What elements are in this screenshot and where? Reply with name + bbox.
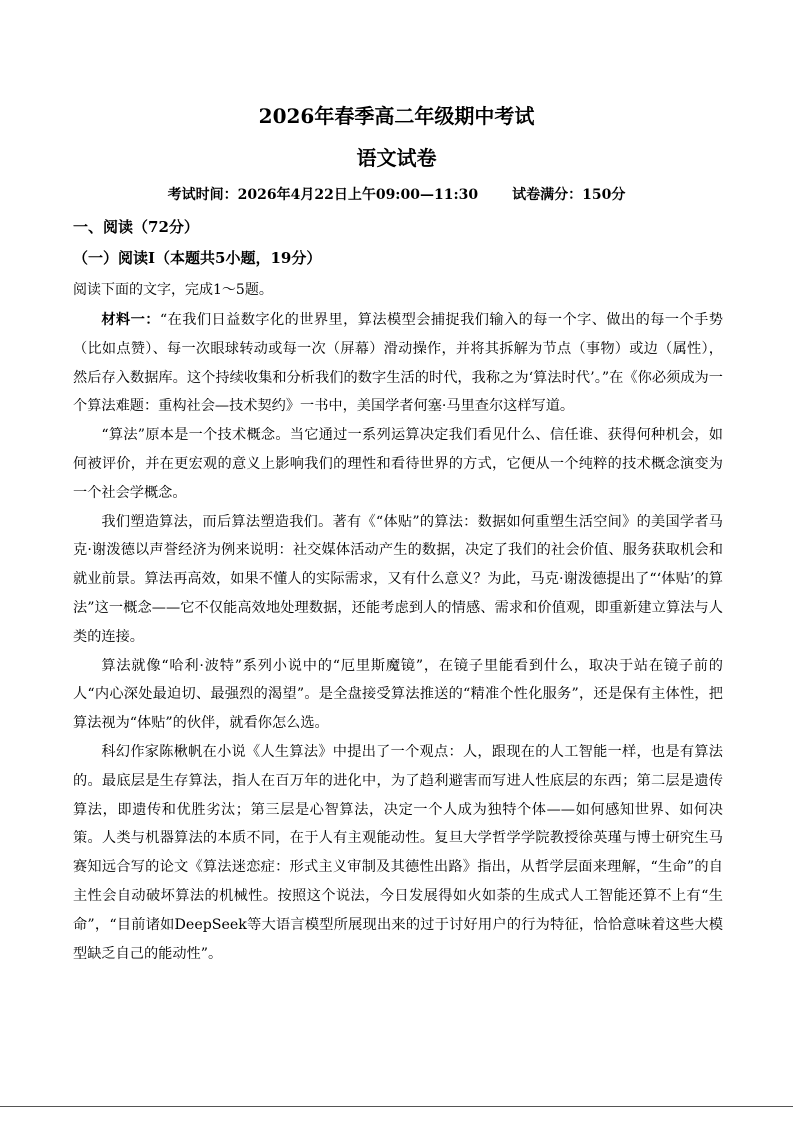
passage-paragraph: “算法”原本是一个技术概念。当它通过一系列运算决定我们看见什么、信任谁、获得何种机会，如何被评价，并在更宏观的意义上影响我们的理性和看待世界的方式，它便从一个纯粹的技术概念演变为一个社会学概念。 xyxy=(73,427,723,501)
sub-section-heading: （一）阅读Ⅰ（本题共5小题，19分） xyxy=(73,249,322,267)
page-bottom-divider xyxy=(0,1106,793,1107)
reading-instruction: 阅读下面的文字，完成1～5题。 xyxy=(73,282,273,298)
exam-info xyxy=(0,184,793,204)
material-label: 材料一： xyxy=(101,312,160,328)
exam-score: 试卷满分：150分 xyxy=(512,187,626,203)
exam-subject: 语文试卷 xyxy=(356,146,437,170)
exam-title: 2026年春季高二年级期中考试 xyxy=(258,104,535,128)
reading-passage xyxy=(73,306,723,968)
passage-paragraph: 科幻作家陈楸帆在小说《人生算法》中提出了一个观点：人，跟现在的人工智能一样，也是有算法的。最底层是生存算法，指人在百万年的进化中，为了趋利避害而写进人性底层的东西；第二层是遗传算法，即遗传和优胜劣汰；第三层是心智算法，决定一个人成为独特个体——如何感知世界、如何决策。人类与机器算法的本质不同，在于人有主观能动性。复旦大学哲学学院教授徐英瑾与博士研究生马赛知远合写的论文《算法迷恋症：形式主义审制及其德性出路》指出，从哲学层面来理解，“生命”的自主性会自动破坏算法的机械性。按照这个说法，今日发展得如火如荼的生成式人工智能还算不上有“生命”，“目前诸如DeepSeek等大语言模型所展现出来的过于讨好用户的行为特征，恰恰意味着这些大模型缺乏自己的能动性”。 xyxy=(73,743,723,962)
section-heading: 一、阅读（72分） xyxy=(73,218,199,236)
passage-paragraph: 算法就像“哈利·波特”系列小说中的“厄里斯魔镜”，在镜子里能看到什么，取决于站在镜子前的人“内心深处最迫切、最强烈的渴望”。是全盘接受算法推送的“精准个性化服务”，还是保有主体性，把算法视为“体贴”的伙伴，就看你怎么选。 xyxy=(73,657,723,732)
passage-paragraph: 材料一：“在我们日益数字化的世界里，算法模型会捕捉我们输入的每一个字、做出的每一个手势（比如点赞）、每一次眼球转动或每一次（屏幕）滑动操作，并将其拆解为节点（事物）或边（属性），然后存入数据库。这个持续收集和分析我们的数字生活的时代，我称之为‘算法时代’。”在《你必须成为一个算法难题：重构社会—技术契约》一书中，美国学者何塞·马里查尔这样写道。 xyxy=(73,312,723,415)
passage-paragraph: 我们塑造算法，而后算法塑造我们。著有《“体贴”的算法：数据如何重塑生活空间》的美国学者马克·谢泼德以声誉经济为例来说明：社交媒体活动产生的数据，决定了我们的社会价值、服务获取机会和就业前景。算法再高效，如果不懂人的实际需求，又有什么意义？为此，马克·谢泼德提出了“‘体贴’的算法”这一概念——它不仅能高效地处理数据，还能考虑到人的情感、需求和价值观，即重新建立算法与人类的连接。 xyxy=(73,513,723,645)
exam-time: 考试时间：2026年4月22日上午09:00—11:30 xyxy=(167,187,479,203)
